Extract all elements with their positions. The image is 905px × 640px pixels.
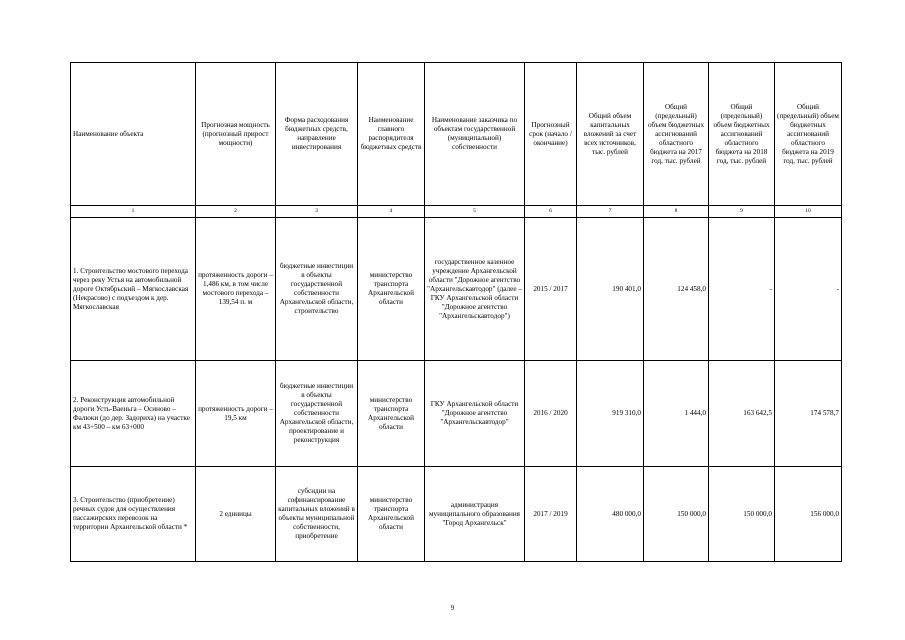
term-cell: 2015 / 2017 <box>525 218 577 361</box>
column-number: 10 <box>775 206 842 218</box>
column-number-row <box>71 206 842 218</box>
header-2018: Общий (предельный) объем бюджетных ассигнований областного бюджета на 2018 год, тыс. рублей <box>709 63 775 206</box>
header-2019: Общий (предельный) объем бюджетных ассигнований областного бюджета на 2019 год, тыс. рублей <box>775 63 842 206</box>
page-number: 9 <box>450 604 455 612</box>
header-term: Прогнозный срок (начало / окончание) <box>525 63 577 206</box>
header-manager: Наименование главного распорядителя бюджетных средств <box>358 63 425 206</box>
customer-cell: администрация муниципального образования "Город Архангельск" <box>425 467 525 562</box>
form-cell: бюджетные инвестиции в объекты государственной собственности Архангельской области, проектирование и реконструкция <box>276 361 358 467</box>
value-2017-cell: 124 458,0 <box>644 218 709 361</box>
column-number: 8 <box>644 206 709 218</box>
object-name-cell: 1. Строительство мостового перехода через реку Устья на автомобильной дороге Октябрьский – Мягкославская (Некрасово) с подъездом к дер. Мягкославская <box>71 218 196 361</box>
capacity-cell: протяженность дороги – 1,486 км, в том числе мостового перехода – 139,54 п. м <box>196 218 276 361</box>
value-2018-cell: - <box>709 218 775 361</box>
table-row <box>71 361 842 467</box>
column-number: 1 <box>71 206 196 218</box>
header-capacity: Прогнозная мощность (прогнозный прирост мощности) <box>196 63 276 206</box>
manager-cell: министерство транспорта Архангельской области <box>358 361 425 467</box>
value-2017-cell: 150 000,0 <box>644 467 709 562</box>
capacity-cell: протяженность дороги – 19,5 км <box>196 361 276 467</box>
header-row <box>71 63 842 206</box>
column-number: 6 <box>525 206 577 218</box>
column-number: 5 <box>425 206 525 218</box>
value-2018-cell: 163 642,5 <box>709 361 775 467</box>
column-number: 2 <box>196 206 276 218</box>
header-object-name: Наименование объекта <box>71 63 196 206</box>
column-number: 7 <box>577 206 644 218</box>
value-2019-cell: 174 578,7 <box>775 361 842 467</box>
value-2017-cell: 1 444,0 <box>644 361 709 467</box>
term-cell: 2016 / 2020 <box>525 361 577 467</box>
table-row <box>71 467 842 562</box>
object-name-cell: 2. Реконструкция автомобильной дороги Усть-Ваеньга – Осиново – Фалюки (до дер. Задориха) на участке км 43+500 – км 63+000 <box>71 361 196 467</box>
table-row <box>71 218 842 361</box>
value-2019-cell: 156 000,0 <box>775 467 842 562</box>
header-form: Форма расходования бюджетных средств, направление инвестирования <box>276 63 358 206</box>
form-cell: субсидии на софинансирование капитальных вложений в объекты муниципальной собственности, приобретение <box>276 467 358 562</box>
manager-cell: министерство транспорта Архангельской области <box>358 218 425 361</box>
investment-table <box>70 62 842 562</box>
total-cell: 190 401,0 <box>577 218 644 361</box>
manager-cell: министерство транспорта Архангельской области <box>358 467 425 562</box>
customer-cell: ГКУ Архангельской области "Дорожное агентство "Архангельскавтодор" <box>425 361 525 467</box>
header-customer: Наименование заказчика по объектам государственной (муниципальной) собственности <box>425 63 525 206</box>
customer-cell: государственное казенное учреждение Архангельской области "Дорожное агентство "Архангельскавтодор" (далее – ГКУ Архангельской области "Дорожное агентство "Архангельскавтодор") <box>425 218 525 361</box>
header-total: Общий объем капитальных вложений за счет всех источников, тыс. рублей <box>577 63 644 206</box>
total-cell: 480 000,0 <box>577 467 644 562</box>
total-cell: 919 310,0 <box>577 361 644 467</box>
header-2017: Общий (предельный) объем бюджетных ассигнований областного бюджета на 2017 год, тыс. рублей <box>644 63 709 206</box>
capacity-cell: 2 единицы <box>196 467 276 562</box>
column-number: 4 <box>358 206 425 218</box>
form-cell: бюджетные инвестиции в объекты государственной собственности Архангельской области, строительство <box>276 218 358 361</box>
column-number: 9 <box>709 206 775 218</box>
column-number: 3 <box>276 206 358 218</box>
value-2019-cell: - <box>775 218 842 361</box>
object-name-cell: 3. Строительство (приобретение) речных судов для осуществления пассажирских перевозок на территории Архангельской области * <box>71 467 196 562</box>
value-2018-cell: 150 000,0 <box>709 467 775 562</box>
term-cell: 2017 / 2019 <box>525 467 577 562</box>
